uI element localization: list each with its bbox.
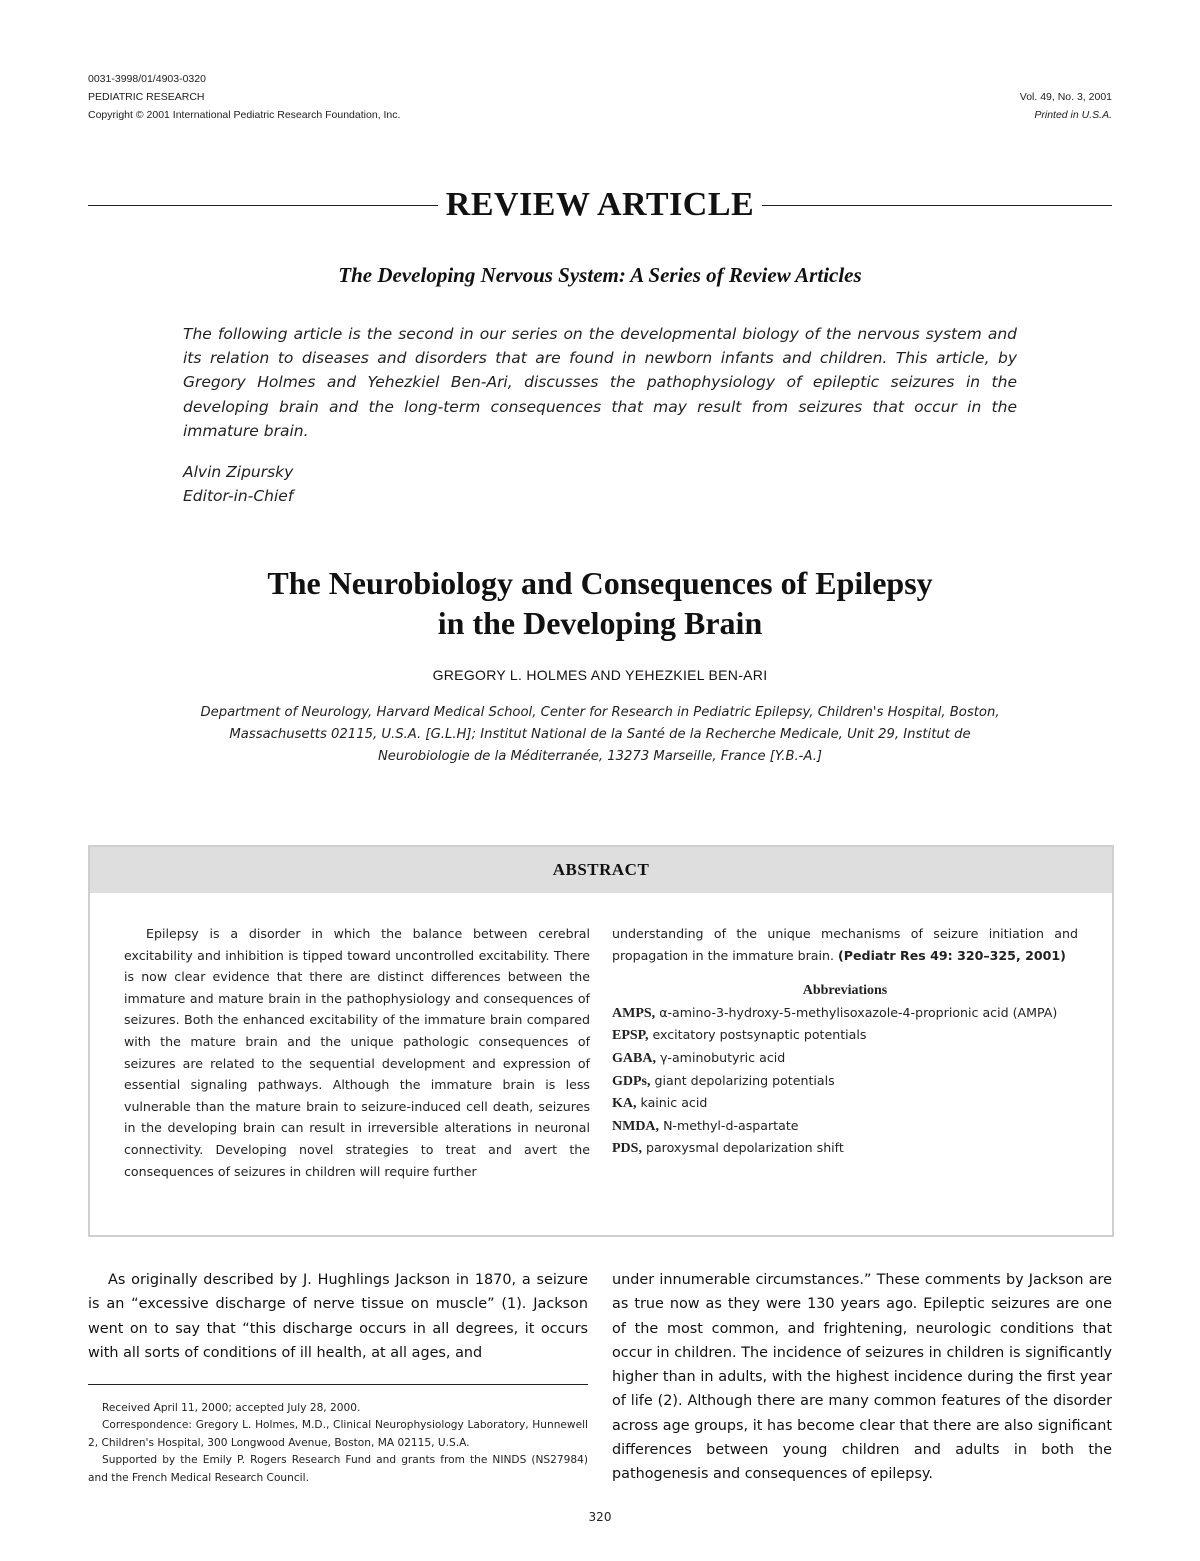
abstract-text-left: Epilepsy is a disorder in which the balance between cerebral excitability and inhibition is tipped toward uncontrolled excitability. There is now clear evidence that there are distinct differences between the immature and mature brain in the pathophysiology and consequences of seizures. Both the enhanced excitability of the immature brain compared with the mature brain and the unique pathologic consequences of seizures are related to the sequential development and expression of essential signaling pathways. Although the immature brain is less vulnerable than the mature brain to seizure-induced cell death, seizures in the developing brain can result in irreversible alterations in neuronal connectivity. Developing novel strategies to treat and avert the consequences of seizures in children will require further	[124, 926, 590, 1179]
abbreviation-item	[612, 1137, 1078, 1160]
abstract-box	[88, 845, 1114, 1237]
editor-signature	[183, 460, 293, 508]
article-authors: GREGORY L. HOLMES AND YEHEZKIEL BEN-ARI	[432, 667, 768, 683]
footnote-funding: Supported by the Emily P. Rogers Research Fund and grants from the NINDS (NS27984) and the French Medical Research Council.	[88, 1454, 588, 1484]
abbreviations-heading: Abbreviations	[802, 983, 888, 999]
section-label: REVIEW ARTICLE	[445, 186, 755, 223]
printed-line: Printed in U.S.A.	[1034, 109, 1112, 121]
abstract-text-right	[612, 923, 1078, 966]
abbreviation-definition: α-amino-3-hydroxy-5-methylisoxazole-4-proprionic acid (AMPA)	[659, 1004, 1058, 1020]
copyright-line: Copyright © 2001 International Pediatric Research Foundation, Inc.	[88, 109, 401, 121]
abstract-citation: (Pediatr Res 49: 320–325, 2001)	[838, 947, 1066, 963]
abbreviation-term: GABA,	[612, 1050, 656, 1066]
abbreviation-term: NMDA,	[612, 1118, 660, 1134]
editor-role: Editor-in-Chief	[183, 487, 294, 505]
footnote-received: Received April 11, 2000; accepted July 28, 2000.	[102, 1402, 361, 1414]
abbreviation-definition: giant depolarizing potentials	[654, 1072, 835, 1088]
abbreviation-term: GDPs,	[612, 1073, 651, 1089]
volume-line: Vol. 49, No. 3, 2001	[1019, 91, 1112, 103]
abbreviation-definition: γ-aminobutyric acid	[659, 1049, 786, 1065]
author-affiliation: Department of Neurology, Harvard Medical School, Center for Research in Pediatric Epilepsy, Children's Hospital, Boston, Massachusetts 02115, U.S.A. [G.L.H]; Institut National de la Santé de la Recherche Medicale, Unit 29, Institut de Neurobiologie de la Méditerranée, 13273 Marseille, France [Y.B.-A.]	[200, 705, 1000, 764]
abbreviation-item	[612, 1092, 1078, 1115]
abbreviation-item	[612, 1047, 1078, 1070]
abbreviation-term: KA,	[612, 1096, 637, 1112]
article-title-line-1: The Neurobiology and Consequences of Epilepsy	[267, 565, 933, 601]
abbreviations-list	[612, 1002, 1078, 1160]
abbreviation-term: EPSP,	[612, 1028, 649, 1044]
abbreviation-item	[612, 1002, 1078, 1025]
abbreviation-definition: kainic acid	[640, 1095, 708, 1111]
journal-header	[88, 70, 400, 124]
abbreviation-definition: excitatory postsynaptic potentials	[652, 1027, 867, 1043]
article-title-line-2: in the Developing Brain	[437, 605, 763, 641]
body-text-right: under innumerable circumstances.” These comments by Jackson are as true now as they were 130 years ago. Epileptic seizures are one of the most common, and frightening, neurologic conditions that occur in children. The incidence of seizures in children is significantly higher than in adults, with the highest incidence during the first year of life (2). Although there are many common features of the disorder across age groups, it has become clear that there are also significant differences between young children and adults in both the pathogenesis and consequences of epilepsy.	[612, 1272, 1112, 1483]
abbreviation-term: PDS,	[612, 1141, 642, 1157]
editor-name: Alvin Zipursky	[183, 463, 294, 481]
issn-code: 0031-3998/01/4903-0320	[88, 73, 206, 85]
abbreviation-term: AMPS,	[612, 1005, 656, 1021]
abstract-continuation: understanding of the unique mechanisms of seizure initiation and propagation in the immature brain.	[612, 926, 1078, 963]
section-banner	[88, 180, 1112, 230]
page-number: 320	[588, 1510, 612, 1524]
article-title	[0, 563, 1200, 643]
abbreviation-item	[612, 1070, 1078, 1093]
abstract-heading: ABSTRACT	[90, 847, 1112, 893]
series-title: The Developing Nervous System: A Series of Review Articles	[338, 263, 862, 287]
body-text-left: As originally described by J. Hughlings Jackson in 1870, a seizure is an “excessive discharge of nerve tissue on muscle” (1). Jackson went on to say that “this discharge occurs in all degrees, it occurs with all sorts of conditions of ill health, at all ages, and	[88, 1272, 588, 1361]
issue-info	[1020, 88, 1112, 124]
banner-rule-left	[88, 205, 438, 206]
banner-rule-right	[762, 205, 1112, 206]
series-intro: The following article is the second in our series on the developmental biology of the nervous system and its relation to diseases and disorders that are found in newborn infants and children. This article, by Gregory Holmes and Yehezkiel Ben-Ari, discusses the pathophysiology of epileptic seizures in the developing brain and the long-term consequences that may result from seizures that occur in the immature brain.	[183, 325, 1017, 440]
abbreviation-item	[612, 1115, 1078, 1138]
footnote-correspondence: Correspondence: Gregory L. Holmes, M.D., Clinical Neurophysiology Laboratory, Hunnewell 2, Children's Hospital, 300 Longwood Avenue, Boston, MA 02115, U.S.A.	[88, 1419, 588, 1449]
abstract-right-column	[612, 923, 1078, 1160]
abbreviation-item	[612, 1024, 1078, 1047]
footnote-rule	[88, 1384, 588, 1385]
abbreviation-definition: paroxysmal depolarization shift	[645, 1140, 844, 1156]
abbreviation-definition: N-methyl-d-aspartate	[663, 1117, 799, 1133]
footnotes	[88, 1400, 588, 1487]
journal-name: PEDIATRIC RESEARCH	[88, 91, 205, 103]
